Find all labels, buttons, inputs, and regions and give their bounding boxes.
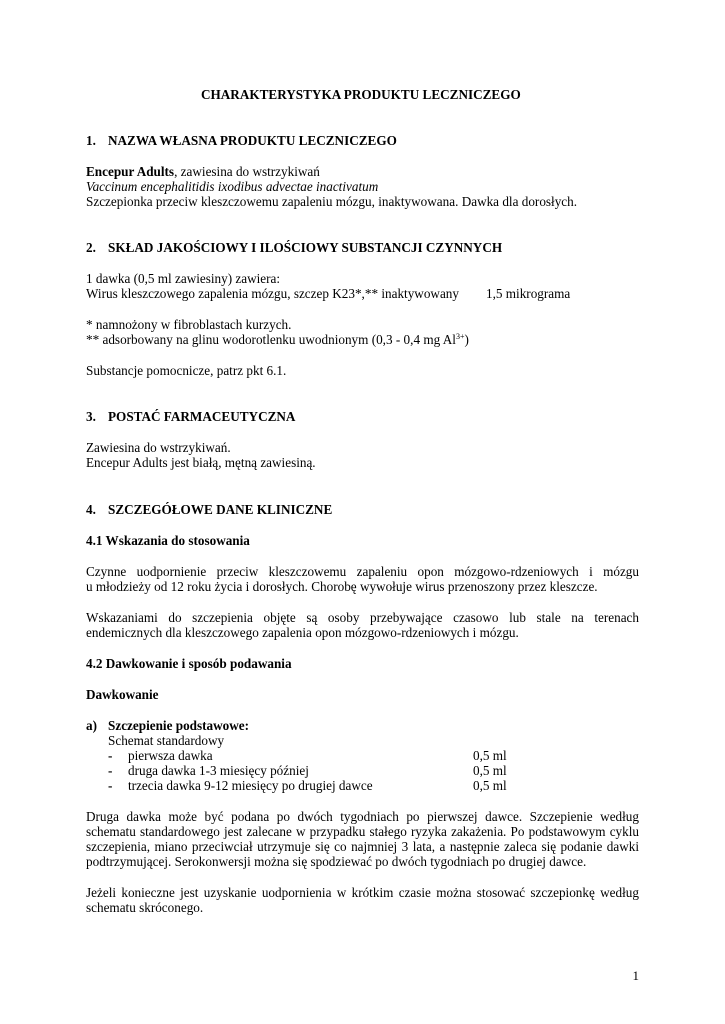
latin-name: Vaccinum encephalitidis ixodibus advectae inactivatum	[86, 179, 379, 194]
product-form: , zawiesina do wstrzykiwań	[174, 164, 320, 179]
dose-label: trzecia dawka 9-12 miesięcy po drugiej dawce	[128, 778, 373, 793]
schedule-para-line-3: szczepienia, miano przeciwciał utrzymuje się co najmniej 3 lata, a następnie zaleca się podanie dawki	[86, 839, 639, 854]
virus-amount: 1,5 mikrograma	[486, 286, 571, 301]
indications-para-2-line-2: endemicznych dla kleszczowego zapalenia opon mózgowo-rdzeniowych i mózgu.	[86, 625, 519, 640]
item-a-label: a)	[86, 718, 97, 733]
virus-line: Wirus kleszczowego zapalenia mózgu, szczep K23*,** inaktywowany	[86, 286, 459, 301]
excipients-reference: Substancje pomocnicze, patrz pkt 6.1.	[86, 363, 287, 378]
standard-schedule-label: Schemat standardowy	[108, 733, 225, 748]
dose-label: druga dawka 1-3 miesięcy później	[128, 763, 309, 778]
dose-value: 0,5 ml	[473, 763, 507, 778]
section-3-number: 3.	[86, 409, 96, 424]
form-line-2: Encepur Adults jest białą, mętną zawiesiną.	[86, 455, 316, 470]
product-name: Encepur Adults	[86, 164, 175, 179]
dose-value: 0,5 ml	[473, 748, 507, 763]
section-2-number: 2.	[86, 240, 96, 255]
dose-value: 0,5 ml	[473, 778, 507, 793]
section-1-title: NAZWA WŁASNA PRODUKTU LECZNICZEGO	[108, 133, 397, 148]
schedule-para-line-1: Druga dawka może być podana po dwóch tygodniach po pierwszej dawce. Szczepienie według	[86, 809, 639, 824]
schedule-para-line-2: schematu standardowego jest zalecane w przypadku stałego ryzyka zakażenia. Po podstawowym cyklu	[86, 824, 639, 839]
footnote-1: * namnożony w fibroblastach kurzych.	[86, 317, 292, 332]
indications-para-1-line-1: Czynne uodpornienie przeciw kleszczowemu zapaleniu opon mózgowo-rdzeniowych i mózgu	[86, 564, 639, 579]
dose-composition: 1 dawka (0,5 ml zawiesiny) zawiera:	[86, 271, 281, 286]
dosage-heading: Dawkowanie	[86, 687, 159, 702]
rapid-schedule-line-2: schematu skróconego.	[86, 900, 204, 915]
section-2-title: SKŁAD JAKOŚCIOWY I ILOŚCIOWY SUBSTANCJI CZYNNYCH	[108, 240, 503, 255]
subsection-4-1-title: 4.1 Wskazania do stosowania	[86, 533, 250, 548]
product-name-line	[86, 164, 320, 179]
footnote-2: ** adsorbowany na glinu wodorotlenku uwodnionym (0,3 - 0,4 mg $Al^{3+}$)	[86, 332, 469, 347]
item-a-title: Szczepienie podstawowe:	[108, 718, 250, 733]
subsection-4-2-title: 4.2 Dawkowanie i sposób podawania	[86, 656, 292, 671]
section-4-title: SZCZEGÓŁOWE DANE KLINICZNE	[108, 502, 333, 517]
rapid-schedule-line-1: Jeżeli konieczne jest uzyskanie uodpornienia w krótkim czasie można stosować szczepionkę według	[86, 885, 639, 900]
aluminium-superscript: 3+	[455, 332, 465, 341]
section-4-number: 4.	[86, 502, 96, 517]
form-line-1: Zawiesina do wstrzykiwań.	[86, 440, 231, 455]
section-3-title: POSTAĆ FARMACEUTYCZNA	[108, 409, 296, 424]
schedule-para-line-4: podtrzymującej. Serokonwersji można się spodziewać po dwóch tygodniach po drugiej dawce.	[86, 854, 587, 869]
product-description: Szczepionka przeciw kleszczowemu zapaleniu mózgu, inaktywowana. Dawka dla dorosłych.	[86, 194, 578, 209]
page-number: 1	[632, 968, 639, 983]
dose-label: pierwsza dawka	[128, 748, 213, 763]
section-1-number: 1.	[86, 133, 96, 148]
indications-para-1-line-2: u młodzieży od 12 roku życia i dorosłych. Chorobę wywołuje wirus przenoszony przez kleszcze.	[86, 579, 598, 594]
document-title: CHARAKTERYSTYKA PRODUKTU LECZNICZEGO	[201, 87, 521, 102]
indications-para-2-line-1: Wskazaniami do szczepienia objęte są osoby przebywające czasowo lub stale na terenach	[86, 610, 639, 625]
